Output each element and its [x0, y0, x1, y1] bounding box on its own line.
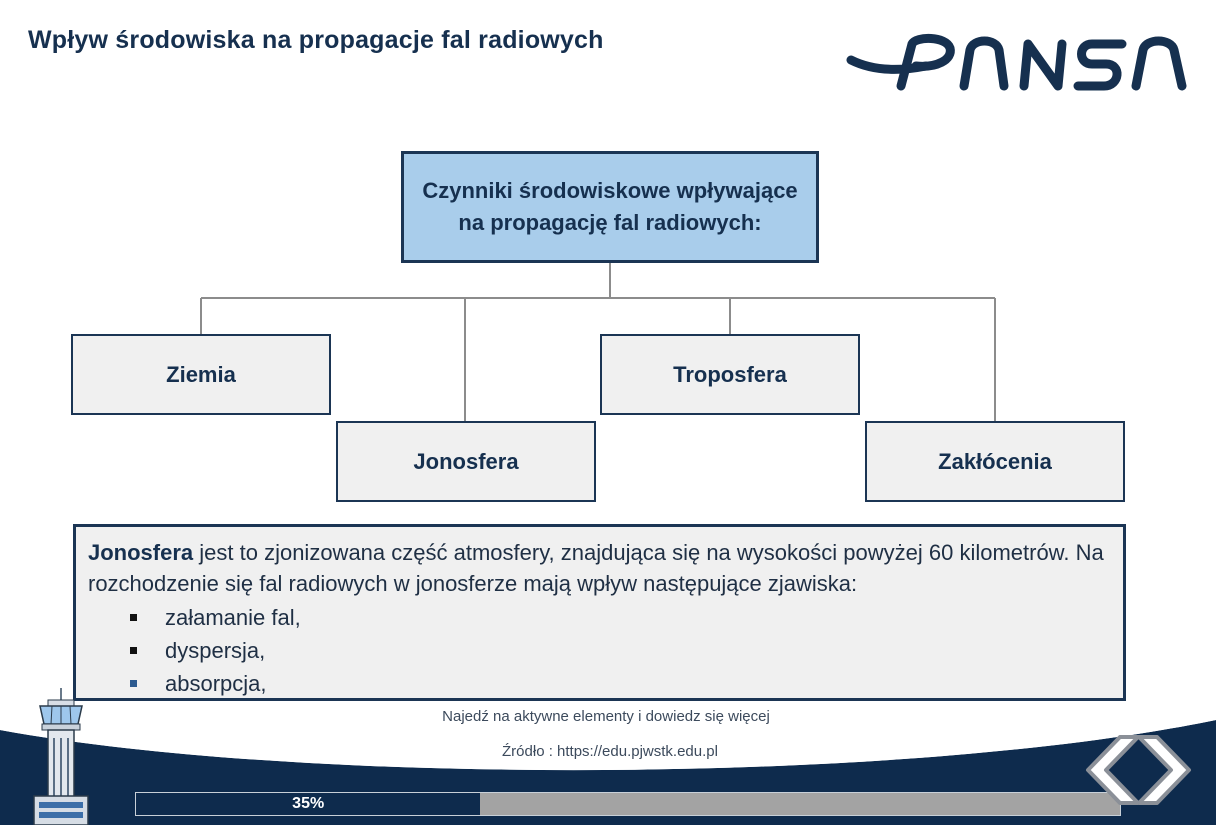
next-button[interactable] [1137, 733, 1201, 807]
chevron-left-icon [1088, 737, 1138, 803]
diagram-root-box [401, 151, 819, 263]
diagram-box-zaklocenia[interactable] [865, 421, 1125, 502]
square-bullet-icon [130, 680, 137, 687]
list-item [88, 601, 1111, 634]
list-item-text: absorpcja, [165, 671, 267, 696]
list-item-text: załamanie fal, [165, 605, 301, 630]
diagram-box-jonosfera[interactable] [336, 421, 596, 502]
progress-bar [135, 792, 1121, 816]
info-panel [73, 524, 1126, 701]
page-title: Wpływ środowiska na propagacje fal radiowych [28, 26, 604, 54]
progress-label: 35% [292, 795, 325, 812]
square-bullet-icon [130, 614, 137, 621]
prev-button[interactable] [1076, 733, 1140, 807]
list-item [88, 634, 1111, 667]
diagram-root-label: Czynniki środowiskowe wpływające na propagację fal radiowych: [422, 178, 798, 235]
diagram-box-label: Jonosfera [413, 448, 519, 474]
info-bullet-list [88, 601, 1111, 700]
hover-hint: Najedź na aktywne elementy i dowiedz się więcej [442, 708, 770, 725]
chevron-right-icon [1139, 737, 1189, 803]
square-bullet-icon [130, 647, 137, 654]
diagram-box-label: Zakłócenia [938, 448, 1052, 474]
list-item-text: dyspersja, [165, 638, 266, 663]
diagram-box-ziemia[interactable] [71, 334, 331, 415]
diagram-box-label: Ziemia [166, 361, 236, 387]
source-citation: Źródło : https://edu.pjwstk.edu.pl [502, 743, 718, 760]
diagram-box-troposfera[interactable] [600, 334, 860, 415]
diagram-box-label: Troposfera [673, 361, 787, 387]
info-term: Jonosfera [88, 540, 194, 565]
info-description [88, 537, 1111, 599]
control-tower-icon [30, 688, 92, 825]
info-text: jest to zjonizowana część atmosfery, znajdująca się na wysokości powyżej 60 kilometrów. Na rozchodzenie się fal radiowych w jonosferze mają wpływ następujące zjawiska: [88, 540, 1104, 596]
